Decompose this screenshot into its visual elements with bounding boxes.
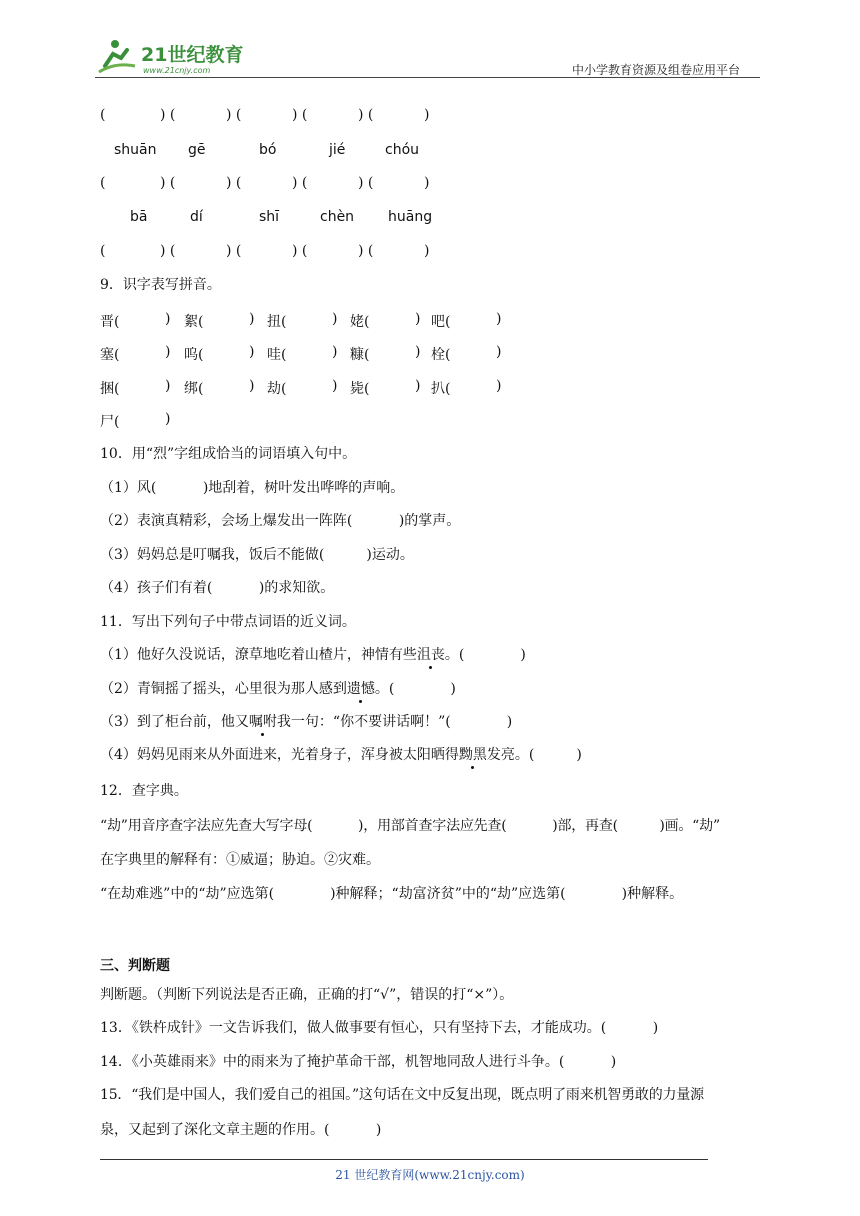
paren: ) (	[358, 107, 374, 123]
runner-logo-icon	[95, 36, 255, 76]
q9-char: 姥(	[350, 314, 370, 330]
q11-title: 11．写出下列句子中带点词语的近义词。	[100, 614, 356, 630]
logo-text: 21世纪教育	[141, 44, 244, 66]
q10-item: （1）风( )地刮着，树叶发出哗哗的声响。	[100, 480, 405, 496]
footer-divider	[100, 1159, 708, 1160]
q9-close: )	[332, 378, 338, 394]
pinyin: bó	[259, 142, 277, 158]
q9-close: )	[332, 311, 338, 327]
paren: ) (	[160, 243, 176, 259]
paren: (	[100, 243, 106, 259]
q10-title: 10．用“烈”字组成恰当的词语填入句中。	[100, 446, 357, 462]
pinyin: bā	[130, 209, 148, 225]
q9-char: 毙(	[350, 381, 370, 397]
pinyin: dí	[190, 209, 203, 225]
paren: (	[100, 175, 106, 191]
q11-item	[100, 746, 582, 764]
q9-close: )	[496, 378, 502, 394]
q11-pre: （3）到了柜台前，他又	[100, 714, 249, 730]
q12-title: 12．查字典。	[100, 783, 188, 799]
dotted-word: 嘱咐	[248, 714, 277, 730]
q9-close: )	[165, 344, 171, 360]
q11-pre: （2）青铜摇了摇头，心里很为那人感到	[100, 681, 347, 697]
q9-close: )	[332, 344, 338, 360]
paren: ) (	[226, 175, 242, 191]
q9-close: )	[165, 411, 171, 427]
q9-char: 哇(	[267, 347, 287, 363]
q13: 13．《铁杵成针》一文告诉我们，做人做事要有恒心，只有坚持下去，才能成功。( )	[100, 1020, 659, 1036]
pinyin: gē	[188, 142, 206, 158]
paren: ) (	[358, 175, 374, 191]
paren: ) (	[358, 243, 374, 259]
q9-char: 劫(	[267, 381, 287, 397]
pinyin: jié	[329, 142, 346, 158]
q9-close: )	[496, 344, 502, 360]
q9-char: 捆(	[100, 381, 120, 397]
q15-line: 15．“我们是中国人，我们爱自己的祖国。”这句话在文中反复出现，既点明了雨来机智勇敢的力量源	[100, 1087, 704, 1103]
q9-close: )	[165, 311, 171, 327]
paren: ) (	[160, 107, 176, 123]
q10-item: （4）孩子们有着( )的求知欲。	[100, 580, 335, 596]
q9-char: 呜(	[184, 347, 204, 363]
paren: ) (	[226, 107, 242, 123]
pinyin: chèn	[320, 209, 355, 225]
header-platform-text: 中小学教育资源及组卷应用平台	[572, 63, 741, 77]
pinyin: chóu	[385, 142, 420, 158]
paren: ) (	[292, 175, 308, 191]
paren: (	[100, 107, 106, 123]
q9-char: 扒(	[431, 381, 451, 397]
q9-close: )	[249, 344, 255, 360]
section-instruction: 判断题。（判断下列说法是否正确，正确的打“√”，错误的打“×”）。	[100, 987, 514, 1003]
q9-char: 扭(	[267, 314, 287, 330]
section-heading: 三、判断题	[100, 958, 170, 974]
paren: ) (	[160, 175, 176, 191]
pinyin: huāng	[388, 209, 433, 225]
q9-char: 晋(	[100, 314, 120, 330]
q9-close: )	[249, 378, 255, 394]
site-logo	[95, 36, 255, 76]
q9-close: )	[415, 378, 421, 394]
q10-item: （2）表演真精彩，会场上爆发出一阵阵( )的掌声。	[100, 513, 461, 529]
q11-item	[100, 646, 526, 664]
q15-line: 泉，又起到了深化文章主题的作用。( )	[100, 1122, 382, 1138]
q9-close: )	[415, 344, 421, 360]
paren: ) (	[226, 243, 242, 259]
footer-link[interactable]: 21 世纪教育网(www.21cnjy.com)	[335, 1168, 525, 1182]
header-divider	[95, 77, 760, 78]
q11-post: 发亮。( )	[486, 747, 582, 763]
q11-item	[100, 713, 512, 731]
q9-char: 糠(	[350, 347, 370, 363]
q9-char: 尸(	[100, 414, 120, 430]
paren: )	[424, 243, 430, 259]
q14: 14．《小英雄雨来》中的雨来为了掩护革命干部，机智地同敌人进行斗争。( )	[100, 1054, 617, 1070]
q12-line: “劫”用音序查字法应先查大写字母( )，用部首查字法应先查( )部，再查( )画。“劫”	[100, 818, 720, 834]
q10-item: （3）妈妈总是叮嘱我，饭后不能做( )运动。	[100, 547, 414, 563]
q9-char: 絮(	[184, 314, 204, 330]
dotted-word: 沮丧	[416, 647, 445, 663]
q11-post: 。( )	[444, 647, 526, 663]
q12-line: 在字典里的解释有：①威逼；胁迫。②灾难。	[100, 852, 380, 868]
q12-line: “在劫难逃”中的“劫”应选第( )种解释；“劫富济贫”中的“劫”应选第( )种解释。	[100, 886, 684, 902]
q9-char: 塞(	[100, 347, 120, 363]
paren: ) (	[292, 107, 308, 123]
paren: ) (	[292, 243, 308, 259]
q9-char: 绑(	[184, 381, 204, 397]
paren: )	[424, 175, 430, 191]
q9-char: 吧(	[431, 314, 451, 330]
q9-close: )	[496, 311, 502, 327]
q11-pre: （1）他好久没说话，潦草地吃着山楂片，神情有些	[100, 647, 417, 663]
dotted-word: 遗憾	[346, 681, 375, 697]
pinyin: shuān	[114, 142, 157, 158]
q9-title: 9．识字表写拼音。	[100, 277, 221, 293]
paren: )	[424, 107, 430, 123]
logo-url: www.21cnjy.com	[143, 66, 211, 75]
q9-close: )	[249, 311, 255, 327]
pinyin: shī	[259, 209, 280, 225]
q9-close: )	[165, 378, 171, 394]
q11-post: 。( )	[374, 681, 456, 697]
q11-pre: （4）妈妈见雨来从外面进来，光着身子，浑身被太阳晒得	[100, 747, 459, 763]
dotted-word: 黝黑	[458, 747, 487, 763]
q9-char: 栓(	[431, 347, 451, 363]
q9-close: )	[415, 311, 421, 327]
q11-post: 我一句：“你不要讲话啊！”( )	[276, 714, 513, 730]
q11-item	[100, 680, 456, 698]
